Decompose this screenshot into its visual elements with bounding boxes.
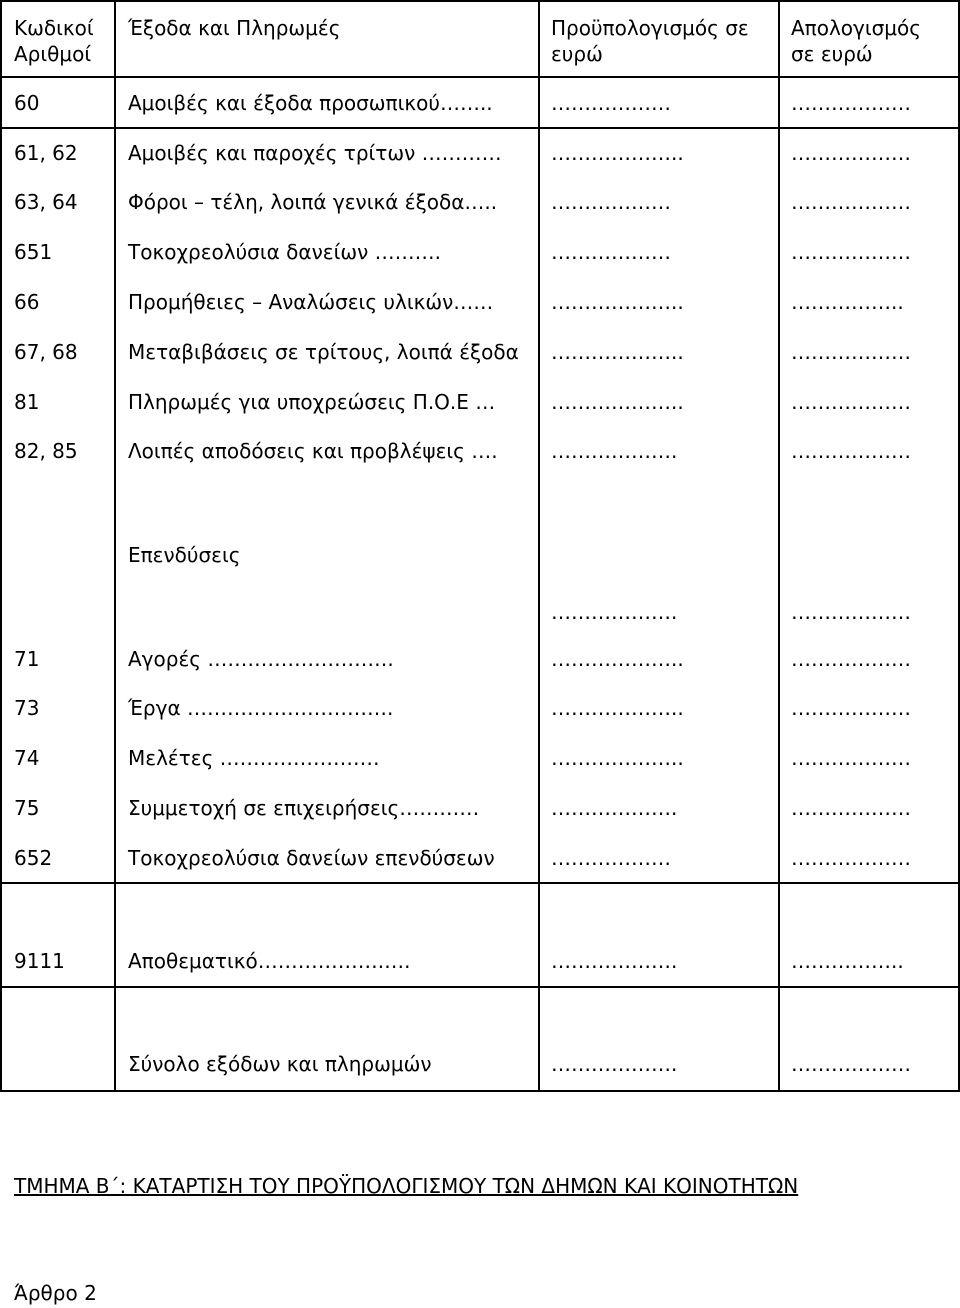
row-code: 651	[14, 240, 53, 264]
row-actual: ………………	[791, 91, 911, 115]
article-heading: Άρθρο 2	[14, 1281, 97, 1305]
row-code: 67, 68	[14, 340, 78, 364]
row-budget: ………………	[551, 240, 671, 264]
row-budget: ……………….	[551, 796, 678, 820]
table-rule-expenses	[0, 127, 960, 129]
row-code: 71	[14, 647, 40, 671]
row-label: Προμήθειες – Αναλώσεις υλικών……	[128, 290, 494, 314]
row-code: 82, 85	[14, 439, 78, 463]
row-budget: ………………	[551, 91, 671, 115]
row-label: Λοιπές αποδόσεις και προβλέψεις ….	[128, 439, 498, 463]
total-label: Σύνολο εξόδων και πληρωμών	[128, 1052, 432, 1076]
row-budget: ……………….	[551, 439, 678, 463]
table-rule-reserve	[0, 986, 960, 988]
row-code: 81	[14, 390, 40, 414]
row-label: Αποθεματικό……………….….	[128, 949, 411, 973]
header-actual-line2: σε ευρώ	[791, 42, 873, 66]
row-code: 63, 64	[14, 190, 78, 214]
row-actual: ………………	[791, 390, 911, 414]
row-label: Μεταβιβάσεις σε τρίτους, λοιπά έξοδα	[128, 340, 519, 364]
row-code: 74	[14, 746, 40, 770]
row-actual: ……………..	[791, 949, 904, 973]
investments-title: Επενδύσεις	[128, 543, 241, 567]
row-label: Αγορές ……………………….	[128, 647, 394, 671]
row-budget: ……………….	[551, 949, 678, 973]
row-actual: ………………	[791, 240, 911, 264]
row-actual: ………………	[791, 796, 911, 820]
row-actual: ………………	[791, 190, 911, 214]
investments-budget: ……………….	[551, 600, 678, 624]
row-actual: ………………	[791, 340, 911, 364]
table-col-divider	[778, 0, 780, 1092]
row-label: Μελέτες ……………………	[128, 746, 380, 770]
row-code: 61, 62	[14, 141, 78, 165]
row-code: 75	[14, 796, 40, 820]
row-label: Πληρωμές για υποχρεώσεις Π.Ο.Ε …	[128, 390, 496, 414]
table-col-divider	[0, 0, 2, 1092]
row-code: 66	[14, 290, 40, 314]
total-budget: ……………….	[551, 1052, 678, 1076]
table-rule-top	[0, 0, 960, 2]
table-rule-investments	[0, 882, 960, 884]
section-heading: ΤΜΗΜΑ Β΄: ΚΑΤΑΡΤΙΣΗ ΤΟΥ ΠΡΟΫΠΟΛΟΓΙΣΜΟΥ ΤΩΝ ΔΗΜΩΝ ΚΑΙ ΚΟΙΝΟΤΗΤΩΝ	[14, 1174, 799, 1198]
row-budget: ………………..	[551, 340, 684, 364]
row-budget: ………………..	[551, 696, 684, 720]
header-budget-line2: ευρώ	[551, 42, 603, 66]
row-label: Αμοιβές και έξοδα προσωπικού……..	[128, 91, 493, 115]
header-codes-line1: Κωδικοί	[14, 16, 94, 40]
row-budget: ………………..	[551, 746, 684, 770]
header-actual-line1: Απολογισμός	[791, 16, 922, 40]
row-actual: ………………	[791, 846, 911, 870]
investments-actual: ………………	[791, 600, 911, 624]
row-actual: ………………	[791, 647, 911, 671]
row-label: Τοκοχρεολύσια δανείων επενδύσεων	[128, 846, 495, 870]
row-actual: ………………	[791, 746, 911, 770]
table-col-divider	[538, 0, 540, 1092]
row-code: 73	[14, 696, 40, 720]
table-rule-bottom	[0, 1090, 960, 1092]
row-code: 652	[14, 846, 53, 870]
row-label: Συμμετοχή σε επιχειρήσεις…………	[128, 796, 480, 820]
row-budget: ………………	[551, 846, 671, 870]
row-budget: ………………	[551, 190, 671, 214]
row-budget: ………………..	[551, 647, 684, 671]
row-actual: ………………	[791, 439, 911, 463]
header-description: Έξοδα και Πληρωμές	[128, 16, 341, 40]
row-budget: ………………..	[551, 290, 684, 314]
row-budget: ………………..	[551, 390, 684, 414]
row-budget: ………………..	[551, 141, 684, 165]
header-budget-line1: Προϋπολογισμός σε	[551, 16, 749, 40]
total-actual: ………………	[791, 1052, 911, 1076]
header-codes-line2: Αριθμοί	[14, 42, 92, 66]
row-label: Αμοιβές και παροχές τρίτων …………	[128, 141, 502, 165]
row-actual: ………………	[791, 141, 911, 165]
row-actual: ……………..	[791, 290, 904, 314]
row-code: 60	[14, 91, 40, 115]
row-code: 9111	[14, 949, 65, 973]
row-label: Τοκοχρεολύσια δανείων ……….	[128, 240, 441, 264]
row-actual: ………………	[791, 696, 911, 720]
row-label: Έργα ………………………….	[128, 696, 394, 720]
table-rule-header	[0, 76, 960, 78]
table-col-divider	[114, 0, 116, 1092]
row-label: Φόροι – τέλη, λοιπά γενικά έξοδα…..	[128, 190, 498, 214]
